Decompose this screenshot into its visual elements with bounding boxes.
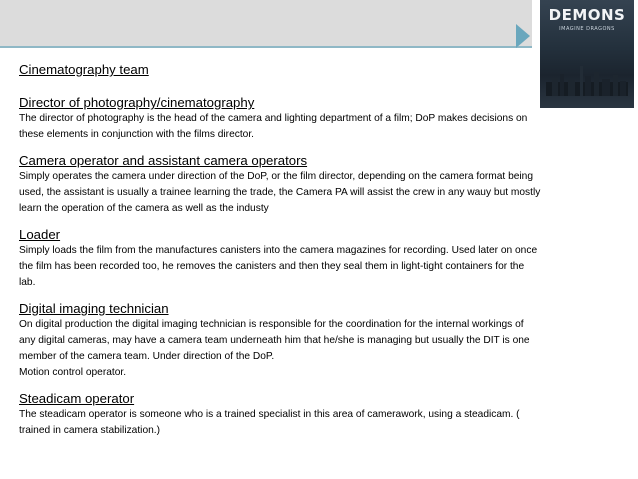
section-body: The director of photography is the head of the camera and lighting department of a film; DoP makes decisions on these elements in conjunction with the films director. (19, 113, 528, 140)
section-heading: Steadicam operator (19, 391, 135, 406)
section-heading: Director of photography/cinematography (19, 95, 255, 110)
header-accent-line (0, 46, 532, 48)
section-loader (19, 226, 625, 291)
section-camera-operator (19, 152, 625, 217)
section-digital-imaging-technician (19, 300, 625, 381)
section-body: The steadicam operator is someone who is a trained specialist in this area of camerawork, using a steadicam. ( trained in camera stabilization.) (19, 409, 520, 436)
section-heading: Camera operator and assistant camera operators (19, 153, 308, 168)
header-accent-triangle (516, 24, 530, 48)
section-director-of-photography (19, 94, 625, 143)
album-cover-title: DEMONS (548, 6, 626, 24)
album-cover-subtitle: IMAGINE DRAGONS (559, 26, 615, 32)
section-heading: Digital imaging technician (19, 301, 169, 316)
header-band (0, 0, 532, 46)
section-body: On digital production the digital imaging technician is responsible for the coordination for the internal workings of any digital cameras, may have a camera team underneath him that he/she is managing but usually the DIT is one member of the camera team. Under direction of the DoP. Motion control operator. (19, 319, 530, 378)
section-steadicam-operator (19, 390, 625, 439)
document-content (19, 61, 625, 448)
section-body: Simply loads the film from the manufactures canisters into the camera magazines for recording. Used later on once the film has been recorded too, he removes the canisters and then they seal them in light-tight containers for the lab. (19, 245, 538, 288)
section-body: Simply operates the camera under direction of the DoP, or the film director, depending on the camera format being used, the assistant is usually a trainee learning the trade, the Camera PA will assist the crew in any wauy but mostly learn the operation of the camera as well as the industy (19, 171, 541, 214)
section-heading: Loader (19, 227, 61, 242)
document-title: Cinematography team (19, 62, 149, 77)
